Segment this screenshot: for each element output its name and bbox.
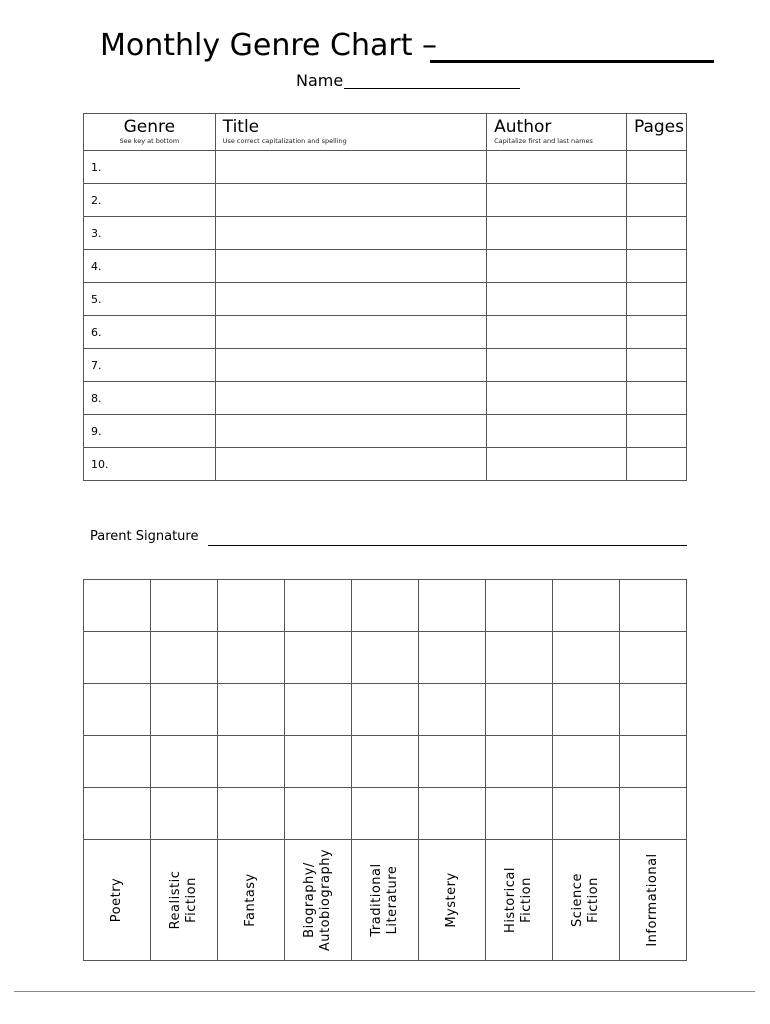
tally-cell[interactable] xyxy=(620,684,687,736)
month-blank-line[interactable] xyxy=(430,60,714,63)
tally-cell[interactable] xyxy=(285,632,352,684)
genre-label xyxy=(243,873,259,927)
tally-row xyxy=(84,580,687,632)
pages-cell[interactable] xyxy=(626,349,686,382)
genre-label-line1: Fantasy xyxy=(243,873,258,927)
title-cell[interactable] xyxy=(215,448,486,481)
tally-cell[interactable] xyxy=(218,788,285,840)
author-header-note: Capitalize first and last names xyxy=(494,137,593,145)
tally-cell[interactable] xyxy=(218,736,285,788)
tally-cell[interactable] xyxy=(486,580,553,632)
row-number: 10. xyxy=(91,458,109,471)
genre-label-line2: Fiction xyxy=(586,877,601,923)
title-cell[interactable] xyxy=(215,151,486,184)
tally-cell[interactable] xyxy=(419,632,486,684)
title-header-note: Use correct capitalization and spelling xyxy=(222,137,347,145)
tally-row xyxy=(84,788,687,840)
tally-cell[interactable] xyxy=(553,684,620,736)
genre-label xyxy=(444,872,460,927)
tally-cell[interactable] xyxy=(486,684,553,736)
parent-signature-label: Parent Signature xyxy=(90,529,199,544)
genre-label-line1: Science xyxy=(570,873,585,927)
tally-cell[interactable] xyxy=(84,736,151,788)
genre-cell[interactable] xyxy=(84,349,216,382)
page-footer-divider xyxy=(14,991,755,992)
tally-row xyxy=(84,632,687,684)
log-row xyxy=(84,382,687,415)
tally-cell[interactable] xyxy=(486,632,553,684)
author-cell[interactable] xyxy=(487,448,627,481)
genre-label xyxy=(302,849,334,951)
author-cell[interactable] xyxy=(487,151,627,184)
tally-cell[interactable] xyxy=(419,788,486,840)
genre-label-line1: Poetry xyxy=(109,877,124,923)
tally-cell[interactable] xyxy=(620,580,687,632)
pages-column-header xyxy=(626,114,686,151)
tally-cell[interactable] xyxy=(151,736,218,788)
genre-label-cell xyxy=(486,840,553,961)
log-row xyxy=(84,415,687,448)
genre-header-title: Genre xyxy=(123,117,176,137)
title-cell[interactable] xyxy=(215,316,486,349)
log-row xyxy=(84,349,687,382)
tally-cell[interactable] xyxy=(218,684,285,736)
genre-label xyxy=(369,863,401,936)
genre-label xyxy=(645,853,661,946)
pages-cell[interactable] xyxy=(626,184,686,217)
author-cell[interactable] xyxy=(487,217,627,250)
tally-cell[interactable] xyxy=(620,788,687,840)
title-cell[interactable] xyxy=(215,217,486,250)
genre-label-cell xyxy=(419,840,486,961)
genre-label-line1: Traditional xyxy=(369,863,384,937)
tally-cell[interactable] xyxy=(553,736,620,788)
genre-label xyxy=(503,867,535,933)
log-row xyxy=(84,217,687,250)
tally-cell[interactable] xyxy=(285,580,352,632)
tally-cell[interactable] xyxy=(151,684,218,736)
title-cell[interactable] xyxy=(215,184,486,217)
genre-cell[interactable] xyxy=(84,283,216,316)
tally-cell[interactable] xyxy=(151,632,218,684)
title-cell[interactable] xyxy=(215,382,486,415)
genre-cell[interactable] xyxy=(84,250,216,283)
author-cell[interactable] xyxy=(487,349,627,382)
author-header-title: Author xyxy=(494,117,552,137)
tally-cell[interactable] xyxy=(84,632,151,684)
tally-row xyxy=(84,684,687,736)
genre-label-line1: Informational xyxy=(645,853,660,947)
genre-label xyxy=(109,878,125,922)
genre-label-line1: Biography/ xyxy=(302,862,317,938)
tally-cell[interactable] xyxy=(218,632,285,684)
title-cell[interactable] xyxy=(215,283,486,316)
author-column-header xyxy=(487,114,627,151)
tally-cell[interactable] xyxy=(84,580,151,632)
tally-cell[interactable] xyxy=(84,684,151,736)
row-number: 2. xyxy=(91,194,102,207)
genre-label-cell xyxy=(84,840,151,961)
genre-column-header xyxy=(84,114,216,151)
genre-label-cell xyxy=(151,840,218,961)
title-cell[interactable] xyxy=(215,349,486,382)
author-cell[interactable] xyxy=(487,382,627,415)
log-row xyxy=(84,151,687,184)
log-row xyxy=(84,283,687,316)
pages-cell[interactable] xyxy=(626,448,686,481)
genre-key-table xyxy=(83,579,687,961)
genre-label-line1: Realistic xyxy=(168,870,183,930)
genre-label-line2: Fiction xyxy=(184,877,199,923)
genre-cell[interactable] xyxy=(84,316,216,349)
log-row xyxy=(84,316,687,349)
genre-label-cell xyxy=(620,840,687,961)
author-cell[interactable] xyxy=(487,283,627,316)
tally-cell[interactable] xyxy=(218,580,285,632)
genre-label-line1: Historical xyxy=(503,867,518,933)
name-label: Name xyxy=(296,71,344,90)
tally-cell[interactable] xyxy=(553,632,620,684)
genre-label-line2: Fiction xyxy=(519,877,534,923)
author-cell[interactable] xyxy=(487,415,627,448)
genre-label-line2: Literature xyxy=(385,865,400,935)
tally-cell[interactable] xyxy=(352,684,419,736)
genre-cell[interactable] xyxy=(84,217,216,250)
log-row xyxy=(84,448,687,481)
tally-cell[interactable] xyxy=(285,736,352,788)
row-number: 3. xyxy=(91,227,102,240)
tally-cell[interactable] xyxy=(352,632,419,684)
pages-cell[interactable] xyxy=(626,217,686,250)
pages-cell[interactable] xyxy=(626,283,686,316)
tally-cell[interactable] xyxy=(553,580,620,632)
genre-cell[interactable] xyxy=(84,151,216,184)
title-header-title: Title xyxy=(222,117,260,137)
genre-cell[interactable] xyxy=(84,382,216,415)
genre-label-line1: Mystery xyxy=(444,872,459,928)
tally-row xyxy=(84,736,687,788)
page-title: Monthly Genre Chart – xyxy=(100,28,438,63)
tally-cell[interactable] xyxy=(84,788,151,840)
tally-cell[interactable] xyxy=(352,580,419,632)
title-cell[interactable] xyxy=(215,250,486,283)
tally-cell[interactable] xyxy=(419,684,486,736)
tally-cell[interactable] xyxy=(285,684,352,736)
row-number: 8. xyxy=(91,392,102,405)
genre-label-cell xyxy=(285,840,352,961)
row-number: 1. xyxy=(91,161,102,174)
log-header-row xyxy=(84,114,687,151)
row-number: 6. xyxy=(91,326,102,339)
log-row xyxy=(84,250,687,283)
log-row xyxy=(84,184,687,217)
pages-cell[interactable] xyxy=(626,415,686,448)
genre-cell[interactable] xyxy=(84,448,216,481)
genre-header-note: See key at bottom xyxy=(119,137,180,145)
row-number: 7. xyxy=(91,359,102,372)
name-blank-line[interactable] xyxy=(344,88,520,89)
tally-cell[interactable] xyxy=(486,788,553,840)
row-number: 5. xyxy=(91,293,102,306)
author-cell[interactable] xyxy=(487,316,627,349)
genre-label xyxy=(168,871,200,930)
row-number: 4. xyxy=(91,260,102,273)
pages-cell[interactable] xyxy=(626,250,686,283)
tally-cell[interactable] xyxy=(151,788,218,840)
pages-header-title: Pages xyxy=(633,117,684,137)
genre-cell[interactable] xyxy=(84,415,216,448)
genre-label-cell xyxy=(553,840,620,961)
tally-cell[interactable] xyxy=(352,788,419,840)
pages-cell[interactable] xyxy=(626,316,686,349)
genre-label xyxy=(570,873,602,927)
pages-cell[interactable] xyxy=(626,382,686,415)
pages-cell[interactable] xyxy=(626,151,686,184)
genre-label-row xyxy=(84,840,687,961)
tally-cell[interactable] xyxy=(285,788,352,840)
genre-cell[interactable] xyxy=(84,184,216,217)
tally-cell[interactable] xyxy=(352,736,419,788)
genre-label-cell xyxy=(352,840,419,961)
tally-cell[interactable] xyxy=(419,736,486,788)
tally-cell[interactable] xyxy=(486,736,553,788)
tally-cell[interactable] xyxy=(553,788,620,840)
author-cell[interactable] xyxy=(487,250,627,283)
parent-signature-line[interactable] xyxy=(208,545,687,546)
row-number: 9. xyxy=(91,425,102,438)
tally-cell[interactable] xyxy=(419,580,486,632)
title-cell[interactable] xyxy=(215,415,486,448)
tally-cell[interactable] xyxy=(151,580,218,632)
tally-cell[interactable] xyxy=(620,736,687,788)
title-column-header xyxy=(215,114,486,151)
author-cell[interactable] xyxy=(487,184,627,217)
genre-label-line2: Autobiography xyxy=(318,848,333,952)
tally-cell[interactable] xyxy=(620,632,687,684)
reading-log-table xyxy=(83,113,687,481)
genre-label-cell xyxy=(218,840,285,961)
